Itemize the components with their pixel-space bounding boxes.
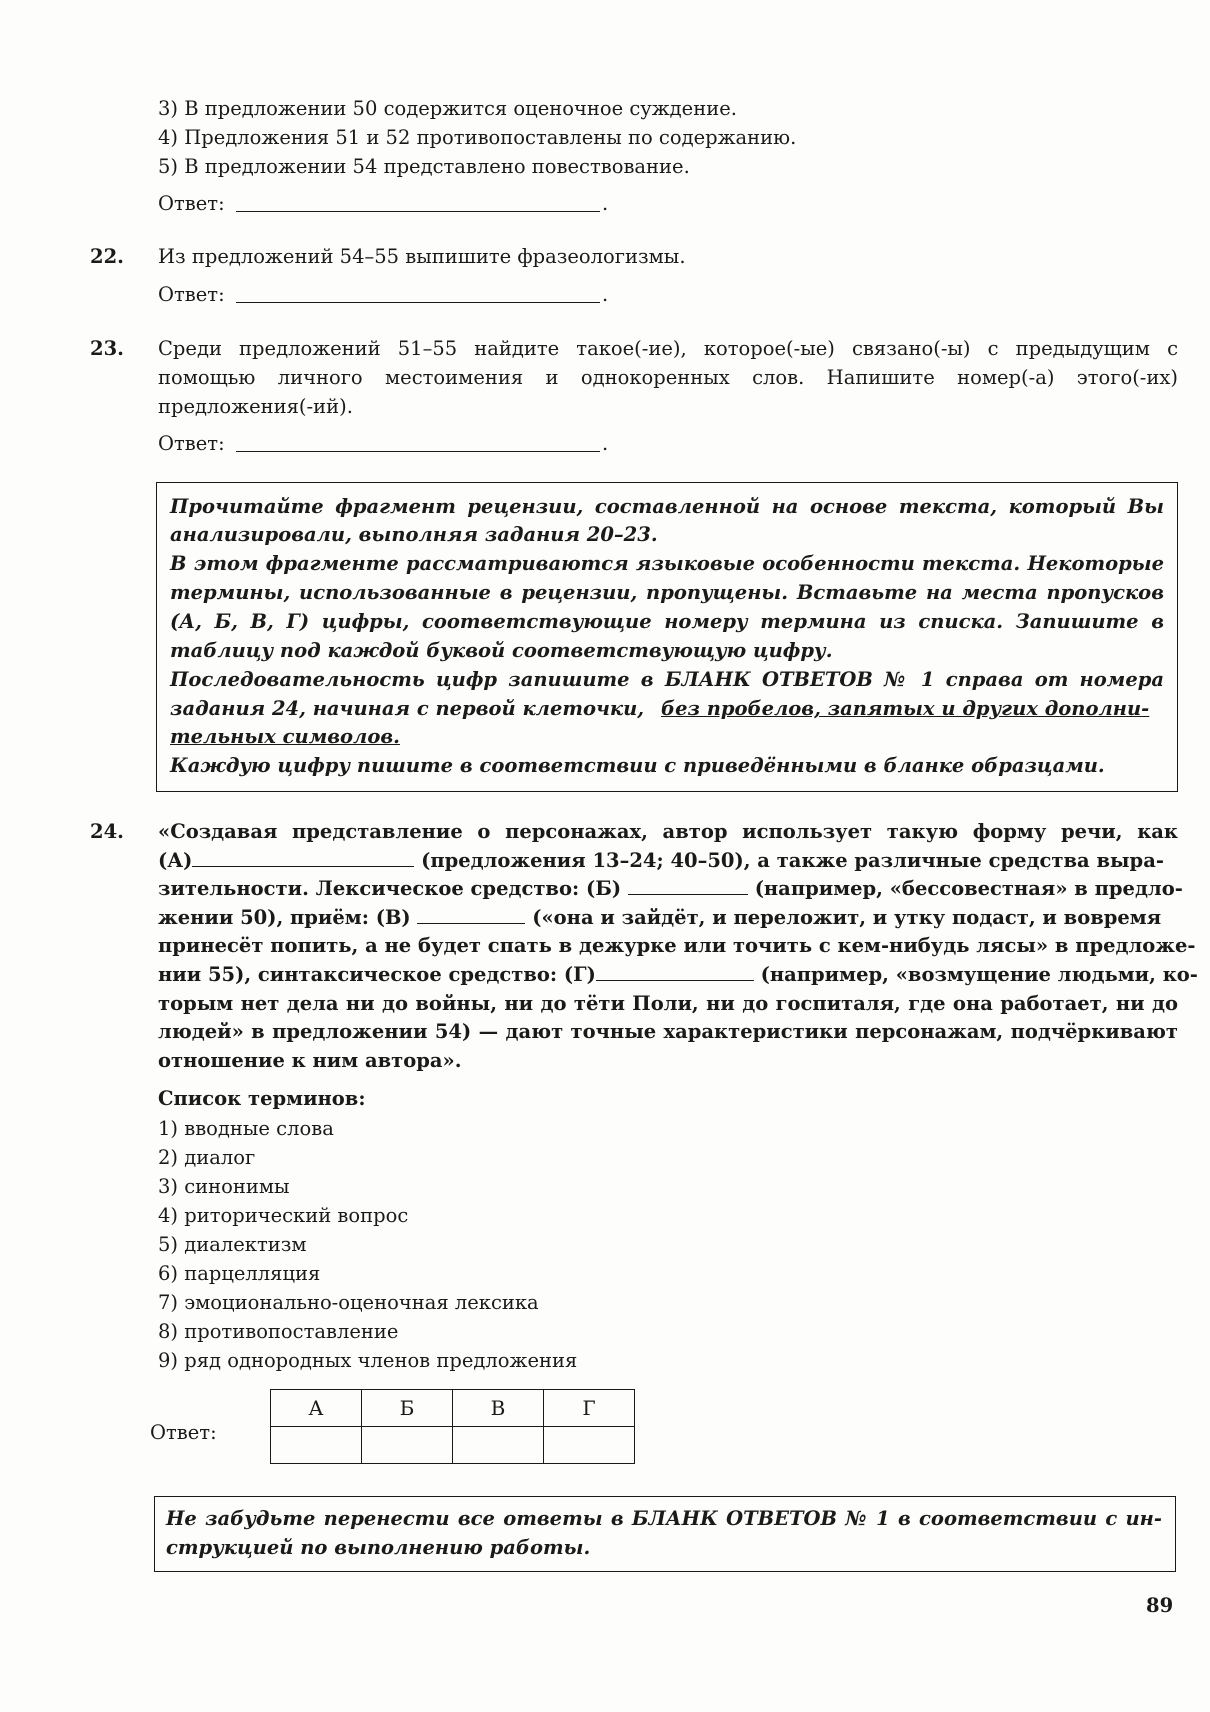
q23-answer-line[interactable] (236, 451, 600, 452)
term-1: 1) вводные слова (158, 1117, 334, 1140)
blank-g[interactable] (596, 979, 754, 981)
q24-line-5: принесёт попить, а не будет спать в дежурке или точить с кем-нибудь лясы» в предложе- (158, 934, 1196, 958)
q23-line-1: Среди предложений 51–55 найдите такое(-ие), которое(-ые) связано(-ы) с предыдущим с (158, 337, 1178, 360)
instruction-line-9: тельных символов. (170, 725, 400, 748)
q21-answer-label: Ответ: (158, 192, 225, 215)
term-3: 3) синонимы (158, 1175, 290, 1198)
q24-line-3: зительности. Лексическое средство: (Б) (например, «бессовестная» в предло- (158, 877, 1183, 901)
term-8: 8) противопоставление (158, 1320, 399, 1343)
q24-text (158, 818, 1198, 1075)
q21-option-5: 5) В предложении 54 представлено повествование. (158, 155, 690, 178)
instruction-line-10: Каждую цифру пишите в соответствии с приведёнными в бланке образцами. (170, 754, 1105, 777)
q23-line-2: помощью личного местоимения и однокоренных слов. Напишите номер(-а) этого(-их) (158, 366, 1178, 389)
instruction-line-7: Последовательность цифр запишите в БЛАНК ОТВЕТОВ № 1 справа от номера (170, 668, 1164, 691)
terms-title: Список терминов: (158, 1087, 366, 1110)
instruction-line-4: термины, использованные в рецензии, пропущены. Вставьте на места пропусков (170, 581, 1164, 604)
answer-header-v: В (453, 1390, 544, 1427)
reminder-line-2: струкцией по выполнению работы. (166, 1536, 591, 1559)
instruction-line-8: задания 24, начиная с первой клеточки, (170, 697, 645, 720)
answer-table (270, 1389, 635, 1464)
q24-line-1: «Создавая представление о персонажах, автор использует такую форму речи, как (158, 820, 1178, 843)
q21-option-3: 3) В предложении 50 содержится оценочное суждение. (158, 97, 737, 120)
q23-number: 23. (90, 337, 124, 360)
term-9: 9) ряд однородных членов предложения (158, 1349, 578, 1372)
q24-line-7: торым нет дела ни до войны, ни до тёти Поли, ни до госпиталя, где она работает, ни до (158, 991, 1178, 1015)
instruction-line-8-underlined: без пробелов, запятых и других дополни- (661, 697, 1150, 720)
term-4: 4) риторический вопрос (158, 1204, 409, 1227)
blank-b[interactable] (628, 893, 748, 895)
term-5: 5) диалектизм (158, 1233, 307, 1256)
reminder-box (154, 1496, 1176, 1572)
term-7: 7) эмоционально-оценочная лексика (158, 1291, 539, 1314)
instruction-line-6: таблицу под каждой буквой соответствующую цифру. (170, 639, 833, 662)
term-2: 2) диалог (158, 1146, 256, 1169)
q24-line-8: людей» в предложении 54) — дают точные характеристики персонажам, подчёркивают (158, 1020, 1178, 1044)
blank-v[interactable] (417, 922, 525, 924)
instruction-line-2: анализировали, выполняя задания 20–23. (170, 523, 658, 546)
term-6: 6) парцелляция (158, 1262, 321, 1285)
q22-text: Из предложений 54–55 выпишите фразеологизмы. (158, 245, 686, 268)
q24-line-4: жении 50), приём: (В) («она и зайдёт, и переложит, и утку подаст, и вовремя (158, 905, 1162, 929)
instruction-line-1: Прочитайте фрагмент рецензии, составленной на основе текста, который Вы (170, 495, 1164, 518)
answer-cell-a[interactable] (271, 1427, 362, 1464)
q24-answer-label: Ответ: (150, 1421, 217, 1444)
blank-a[interactable] (192, 865, 414, 867)
answer-cell-v[interactable] (453, 1427, 544, 1464)
q21-option-4: 4) Предложения 51 и 52 противопоставлены по содержанию. (158, 126, 797, 149)
answer-table-inputs (271, 1427, 635, 1464)
answer-table-header (271, 1390, 635, 1427)
instruction-line-3: В этом фрагменте рассматриваются языковые особенности текста. Некоторые (170, 552, 1164, 575)
answer-cell-g[interactable] (544, 1427, 635, 1464)
page-number: 89 (1146, 1594, 1174, 1617)
q21-answer-line[interactable] (236, 211, 600, 212)
answer-header-a: А (271, 1390, 362, 1427)
answer-cell-b[interactable] (362, 1427, 453, 1464)
reminder-line-1: Не забудьте перенести все ответы в БЛАНК ОТВЕТОВ № 1 в соответствии с ин- (166, 1507, 1162, 1530)
answer-header-b: Б (362, 1390, 453, 1427)
q22-answer-label: Ответ: (158, 283, 225, 306)
q23-line-3: предложения(-ий). (158, 395, 353, 418)
q23-answer-label: Ответ: (158, 432, 225, 455)
q24-number: 24. (90, 820, 124, 843)
instruction-line-5: (А, Б, В, Г) цифры, соответствующие номеру термина из списка. Запишите в (170, 610, 1164, 633)
q24-line-9: отношение к ним автора». (158, 1048, 462, 1072)
answer-header-g: Г (544, 1390, 635, 1427)
q24-line-6: нии 55), синтаксическое средство: (Г) (например, «возмущение людьми, ко- (158, 962, 1198, 986)
instruction-box (156, 482, 1178, 792)
q24-line-2: (А) (предложения 13–24; 40–50), а также различные средства выра- (158, 848, 1164, 872)
q22-number: 22. (90, 245, 124, 268)
q22-answer-line[interactable] (236, 302, 600, 303)
